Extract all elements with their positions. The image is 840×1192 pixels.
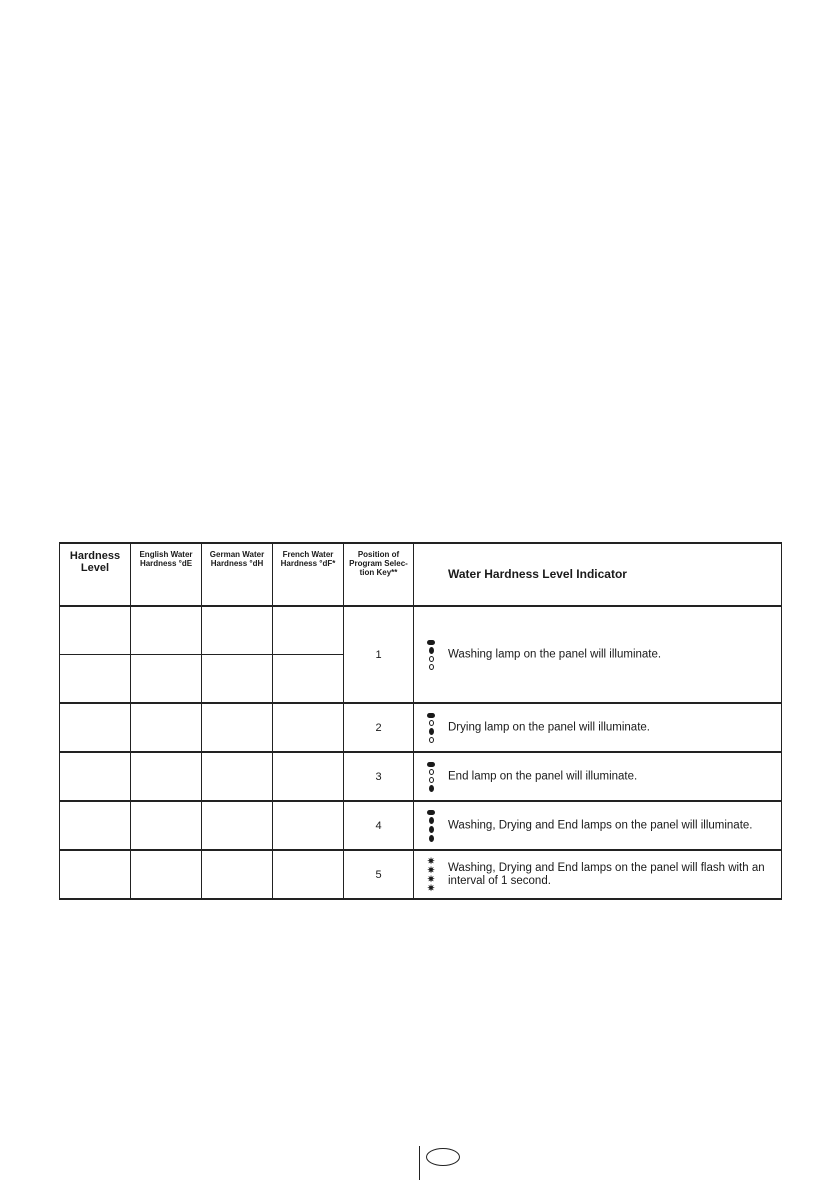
cell-french [273,703,344,752]
lamp-off-icon [429,720,434,726]
cell-hardness-level [60,703,131,752]
lamp-stack [426,762,436,792]
cell-hardness-level [60,850,131,899]
water-hardness-table [59,542,782,900]
cell-hardness-level [60,801,131,850]
page-divider [419,1146,420,1180]
table-row [60,850,782,899]
table-row [60,752,782,801]
lamp-off-icon [429,769,434,775]
lamp-on-icon [429,835,434,842]
indicator-text: Washing, Drying and End lamps on the panel will illuminate. [448,819,753,831]
cell-french [273,752,344,801]
header-german-hardness: German Water Hardness °dH [202,543,273,606]
lamp-stack [426,855,436,893]
lamp-stack [426,713,436,743]
cell-position: 3 [344,752,414,801]
header-position: Position of Program Selec-tion Key** [344,543,414,606]
cell-indicator [414,703,782,752]
lamp-stack [426,640,436,670]
cell-position: 2 [344,703,414,752]
cell-hardness-level [60,752,131,801]
cell-german [202,606,273,655]
indicator-pill-icon [427,640,435,645]
indicator-pill-icon [427,713,435,718]
lamp-off-icon [429,656,434,662]
cell-german [202,703,273,752]
cell-french [273,606,344,655]
cell-english [131,703,202,752]
header-indicator: Water Hardness Level Indicator [414,543,782,606]
table-row [60,606,782,655]
lamp-flash-icon: ✷ [427,855,435,866]
lamp-off-icon [429,777,434,783]
lamp-on-icon [429,785,434,792]
cell-english [131,655,202,704]
cell-position: 1 [344,606,414,703]
table-row [60,801,782,850]
lamp-flash-icon: ✷ [427,882,435,893]
indicator-pill-icon [427,810,435,815]
header-hardness-level: Hardness Level [60,543,131,606]
cell-indicator [414,850,782,899]
indicator-pill-icon [427,762,435,767]
header-english-hardness: English Water Hardness °dE [131,543,202,606]
cell-english [131,801,202,850]
lamp-on-icon [429,817,434,824]
cell-position: 5 [344,850,414,899]
cell-indicator [414,606,782,703]
cell-french [273,850,344,899]
header-french-hardness: French Water Hardness °dF* [273,543,344,606]
lamp-off-icon [429,737,434,743]
cell-english [131,752,202,801]
cell-german [202,850,273,899]
indicator-text: Drying lamp on the panel will illuminate. [448,721,650,733]
lamp-on-icon [429,728,434,735]
indicator-text: End lamp on the panel will illuminate. [448,770,638,782]
cell-hardness-level [60,655,131,704]
cell-german [202,752,273,801]
table-header-row [60,543,782,606]
cell-hardness-level [60,606,131,655]
lamp-on-icon [429,647,434,654]
lamp-flash-icon: ✷ [427,873,435,884]
language-badge [426,1148,460,1166]
cell-french [273,655,344,704]
lamp-off-icon [429,664,434,670]
cell-position: 4 [344,801,414,850]
cell-english [131,850,202,899]
lamp-flash-icon: ✷ [427,864,435,875]
indicator-text: Washing lamp on the panel will illuminate. [448,648,662,660]
indicator-text: Washing, Drying and End lamps on the panel will flash with an interval of 1 second. [448,861,765,887]
table-row [60,703,782,752]
cell-indicator [414,752,782,801]
cell-german [202,655,273,704]
cell-indicator [414,801,782,850]
cell-german [202,801,273,850]
cell-french [273,801,344,850]
cell-english [131,606,202,655]
lamp-on-icon [429,826,434,833]
lamp-stack [426,810,436,842]
